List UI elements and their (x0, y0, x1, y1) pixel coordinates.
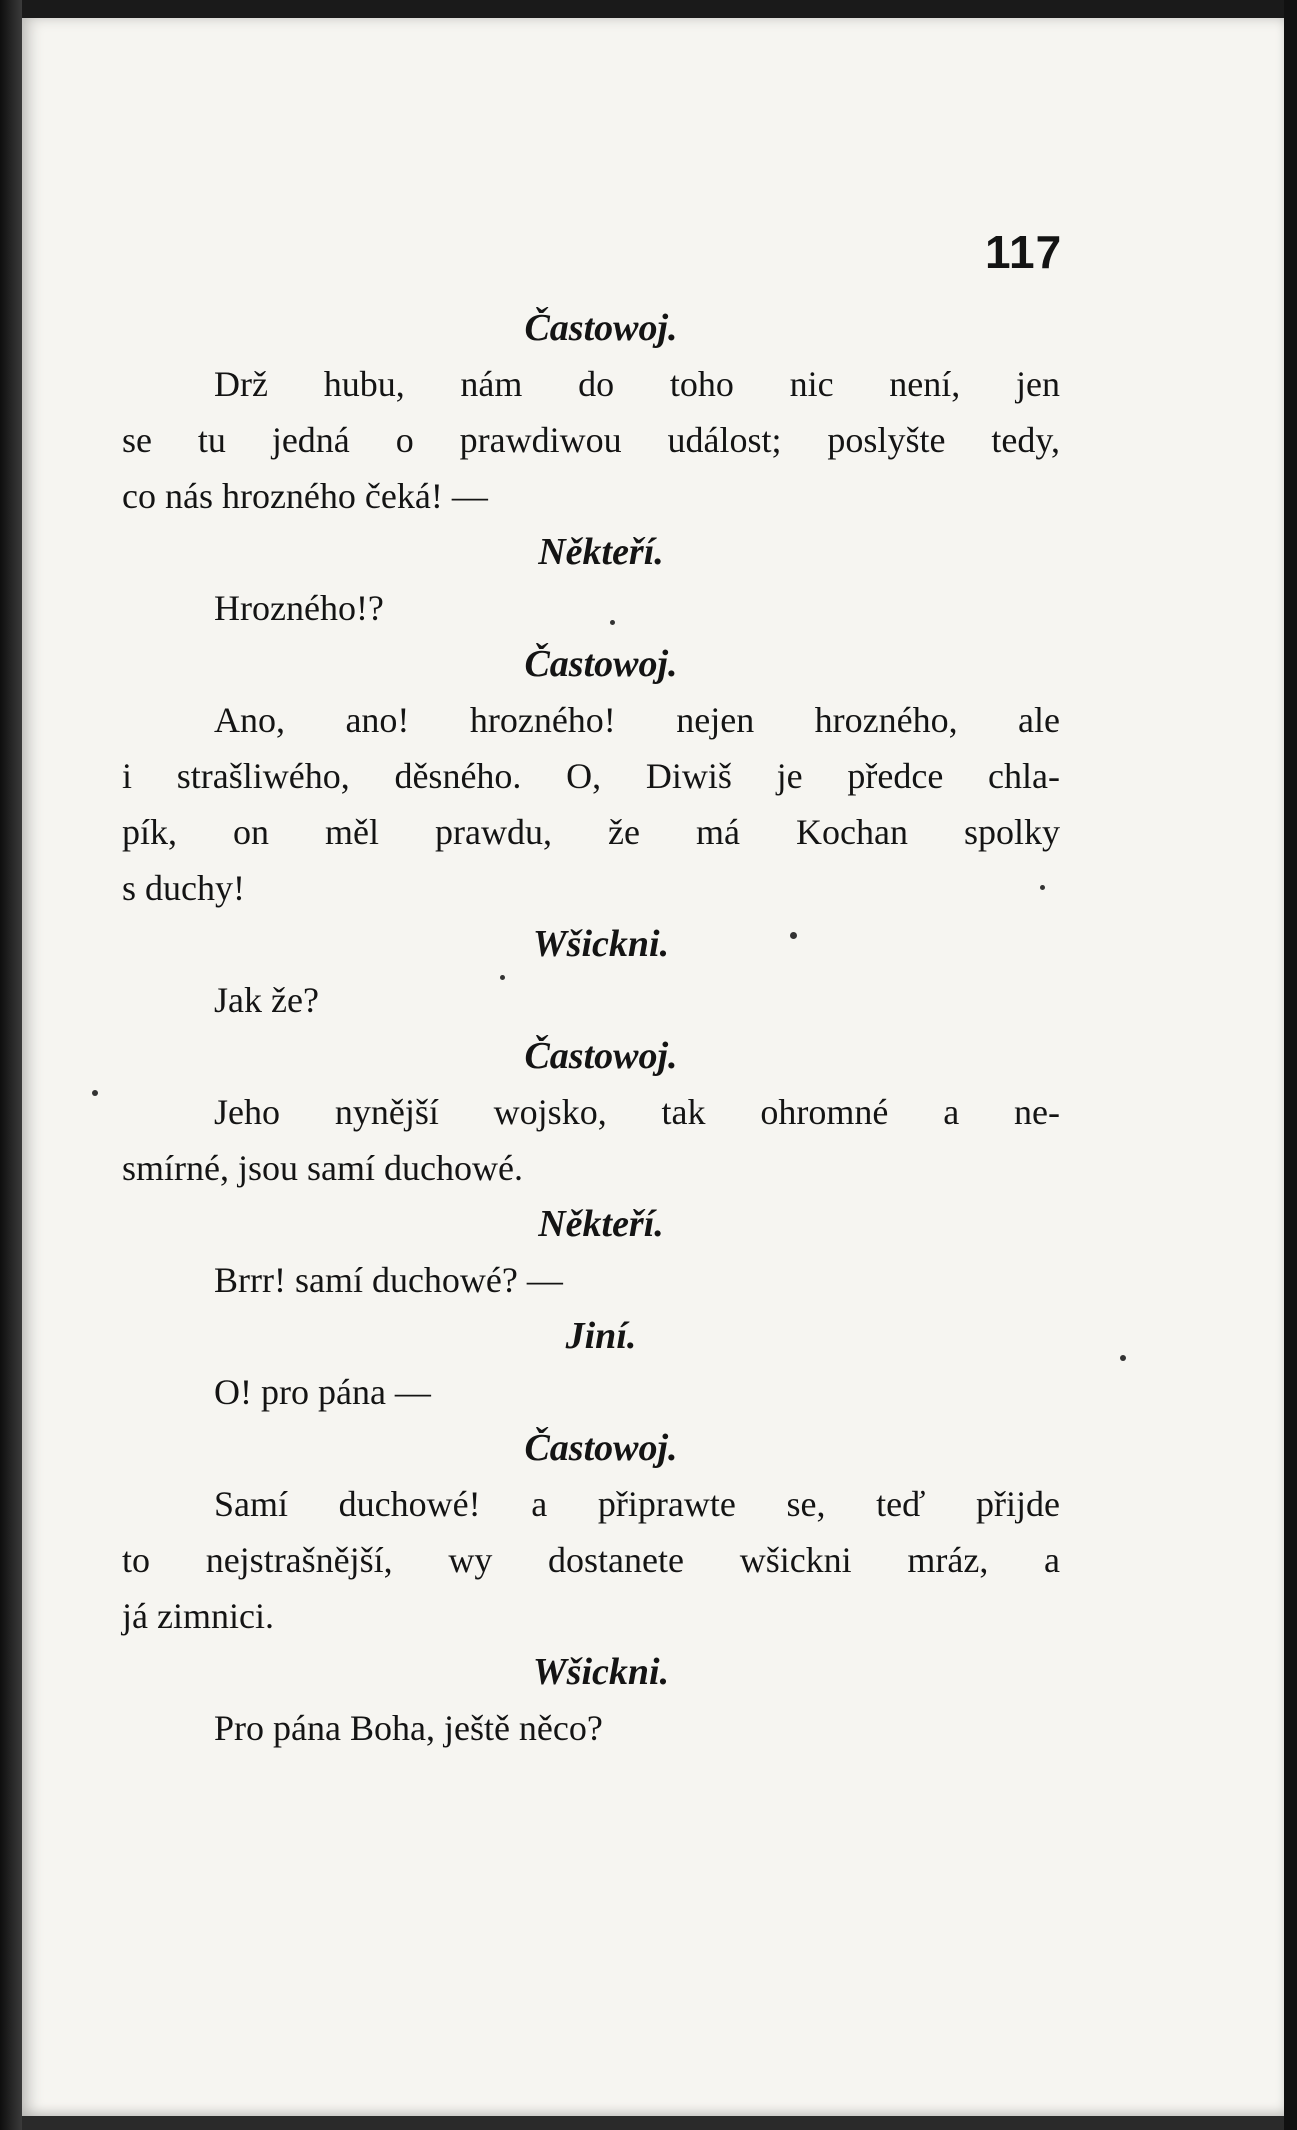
scan-speck (790, 932, 797, 939)
scan-speck (1120, 1355, 1126, 1361)
speech-line: Samí duchowé! a připrawte se, teď přijde (214, 1484, 1060, 1524)
page-number: 117 (985, 226, 1063, 278)
speaker-name: Častowoj. (524, 307, 678, 349)
dialogue-turn (122, 300, 1060, 524)
scan-top-edge (0, 0, 1297, 18)
speaker-name: Wšickni. (532, 1651, 670, 1693)
speech-line: Ano, ano! hrozného! nejen hrozného, ale (214, 700, 1060, 740)
speaker-name: Někteří. (538, 1203, 664, 1245)
scan-speck (610, 620, 615, 625)
dialogue-turn (122, 636, 1060, 916)
dialogue-turn (122, 524, 1060, 636)
scan-speck (500, 975, 505, 980)
speech-line: Hrozného!? (214, 588, 384, 628)
speech-line: smírné, jsou samí duchowé. (122, 1148, 523, 1188)
speech-line: Jak že? (214, 980, 319, 1020)
speaker-name: Wšickni. (532, 923, 670, 965)
dialogue-text (122, 300, 1060, 1756)
dialogue-turn (122, 1028, 1060, 1196)
scan-speck (1040, 885, 1045, 890)
speech-line: já zimnici. (122, 1596, 274, 1636)
dialogue-turn (122, 1644, 1060, 1756)
scan-speck (92, 1090, 98, 1096)
speaker-name: Někteří. (538, 531, 664, 573)
speech-line: pík, on měl prawdu, že má Kochan spolky (122, 812, 1060, 852)
speech-line: s duchy! (122, 868, 245, 908)
speech-line: se tu jedná o prawdiwou událost; poslyšte tedy, (122, 420, 1060, 460)
speech-line: Jeho nynější wojsko, tak ohromné a ne- (214, 1092, 1060, 1132)
scan-right-edge (1284, 0, 1297, 2130)
speech-line: to nejstrašnější, wy dostanete wšickni mráz, a (122, 1540, 1060, 1580)
speech-line: Brrr! samí duchowé? — (214, 1260, 563, 1300)
dialogue-turn (122, 1308, 1060, 1420)
speaker-name: Častowoj. (524, 1427, 678, 1469)
dialogue-turn (122, 916, 1060, 1028)
speaker-name: Častowoj. (524, 643, 678, 685)
speech-line: i strašliwého, děsného. O, Diwiš je předce chla- (122, 756, 1060, 796)
speaker-name: Častowoj. (524, 1035, 678, 1077)
speech-line: Pro pána Boha, ještě něco? (214, 1708, 603, 1748)
dialogue-turn (122, 1196, 1060, 1308)
speech-line: O! pro pána — (214, 1372, 431, 1412)
speech-line: Drž hubu, nám do toho nic není, jen (214, 364, 1060, 404)
speaker-name: Jiní. (565, 1315, 637, 1357)
scan-left-edge (0, 0, 22, 2130)
speech-line: co nás hrozného čeká! — (122, 476, 488, 516)
dialogue-turn (122, 1420, 1060, 1644)
